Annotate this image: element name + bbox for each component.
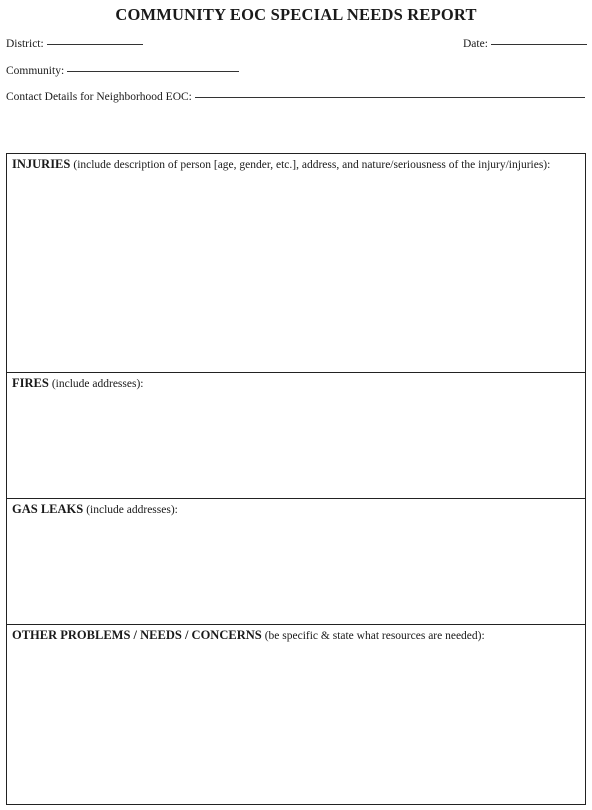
- injuries-note: (include description of person [age, gender, etc.], address, and nature/seriousness of the injury/injuries):: [73, 159, 551, 171]
- contact-field[interactable]: [6, 91, 585, 103]
- fires-header: [12, 376, 143, 391]
- gas-leaks-heading: GAS LEAKS: [12, 502, 84, 516]
- page-title: COMMUNITY EOC SPECIAL NEEDS REPORT: [115, 5, 477, 24]
- injuries-heading: INJURIES: [12, 157, 71, 171]
- other-problems-section[interactable]: [6, 624, 586, 805]
- other-problems-note: (be specific & state what resources are needed):: [264, 630, 485, 642]
- fires-section[interactable]: [6, 372, 586, 499]
- gas-leaks-header: [12, 502, 178, 517]
- fires-heading: FIRES: [12, 376, 49, 390]
- injuries-section[interactable]: [6, 153, 586, 373]
- contact-label: Contact Details for Neighborhood EOC:: [6, 91, 192, 103]
- other-problems-header: [12, 628, 485, 643]
- injuries-header: [12, 157, 550, 172]
- community-field[interactable]: [6, 65, 239, 77]
- contact-input-line[interactable]: [195, 96, 585, 98]
- district-field[interactable]: [6, 38, 143, 50]
- district-label: District:: [6, 38, 44, 50]
- date-label: Date:: [463, 38, 488, 50]
- community-input-line[interactable]: [67, 70, 239, 72]
- community-label: Community:: [6, 65, 65, 77]
- other-problems-heading: OTHER PROBLEMS / NEEDS / CONCERNS: [12, 628, 262, 642]
- district-input-line[interactable]: [47, 43, 143, 45]
- date-input-line[interactable]: [491, 43, 587, 45]
- fires-note: (include addresses):: [51, 378, 144, 390]
- date-field[interactable]: [463, 38, 587, 50]
- gas-leaks-note: (include addresses):: [86, 504, 178, 516]
- gas-leaks-section[interactable]: [6, 498, 586, 625]
